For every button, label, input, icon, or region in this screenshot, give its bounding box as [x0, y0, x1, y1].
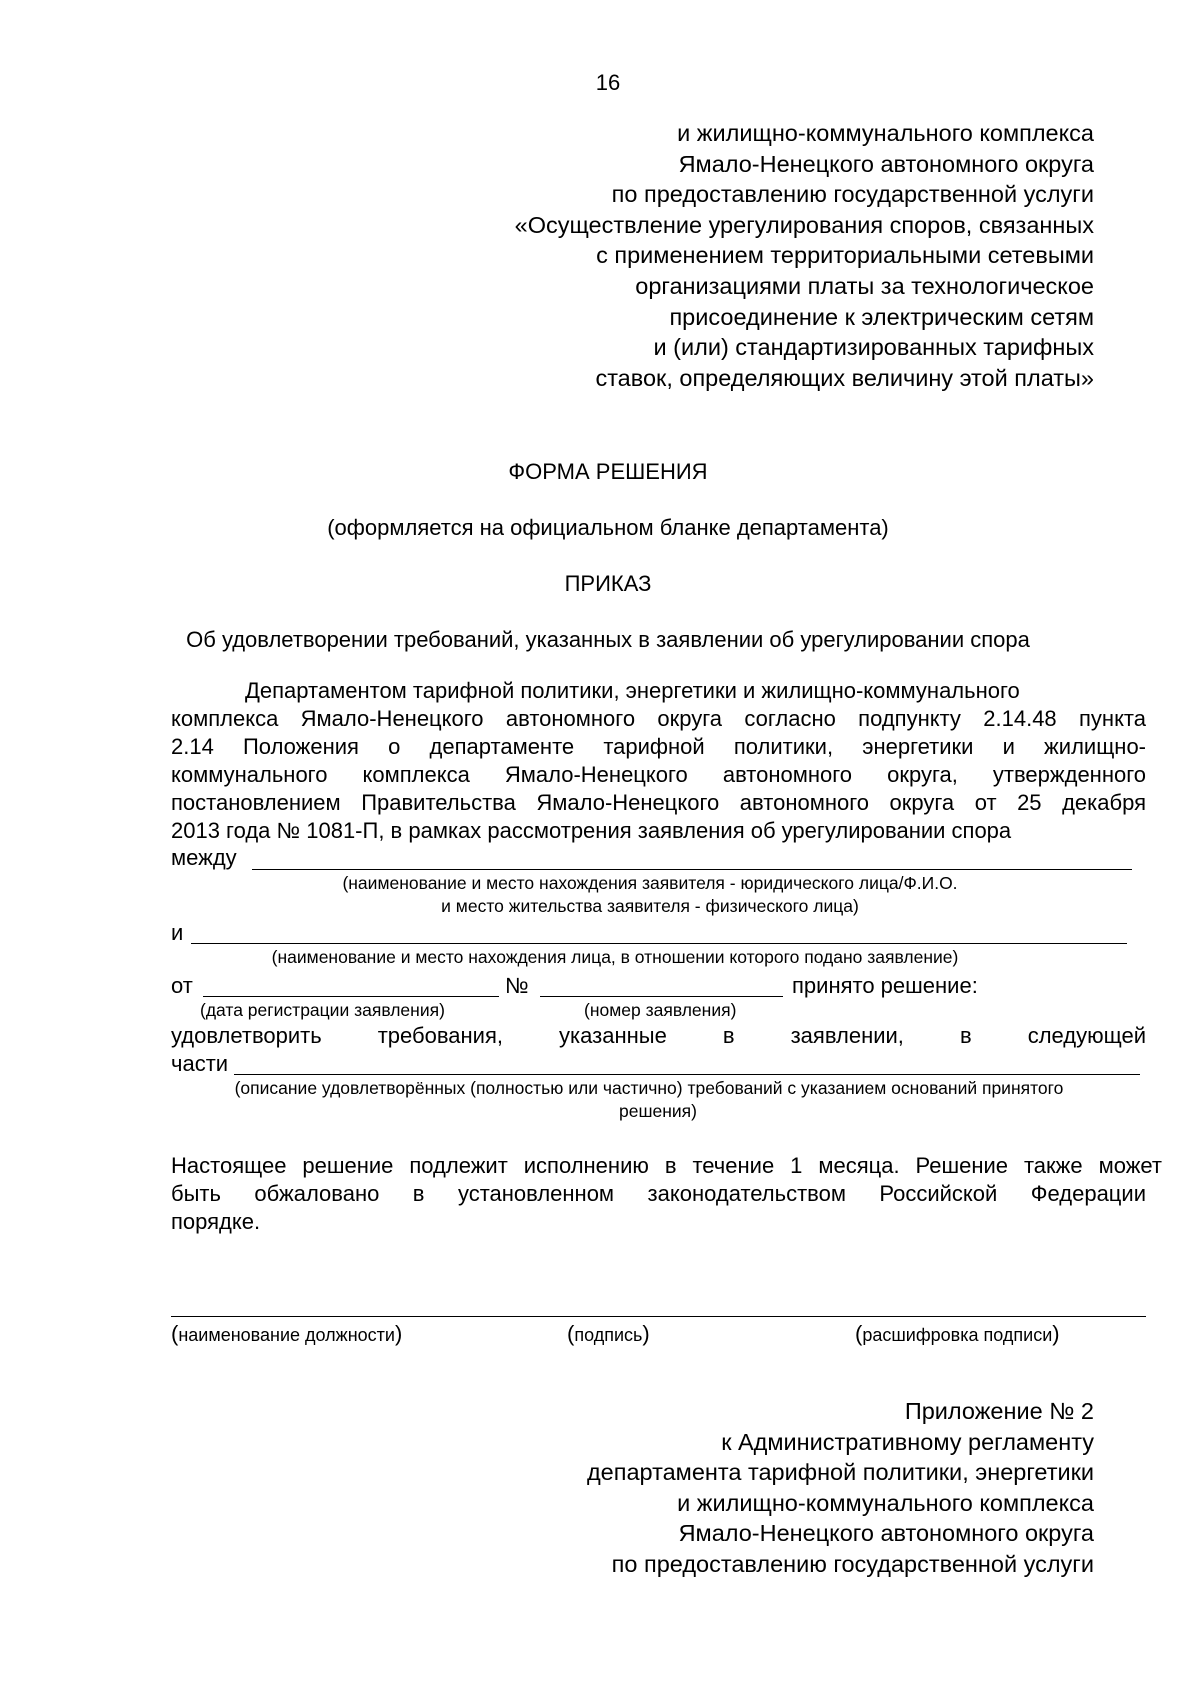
notice-line: Настоящее решение подлежит исполнению в течение 1 месяца. Решение также может [171, 1153, 1162, 1178]
parts-label: части [171, 1051, 229, 1076]
footer-line: Приложение № 2 [904, 1398, 1094, 1424]
signature-line[interactable] [171, 1316, 1146, 1317]
header-line: присоединение к электрическим сетям [669, 303, 1094, 330]
body-paragraph [171, 677, 1146, 845]
footer-line: по предоставлению государственной услуги [611, 1550, 1094, 1577]
footer-line: Ямало-Ненецкого автономного округа [678, 1520, 1094, 1547]
parts-field-line[interactable] [234, 1074, 1140, 1075]
header-line: Ямало-Ненецкого автономного округа [678, 150, 1094, 177]
body-line: постановлением Правительства Ямало-Ненецкого автономного округа от 25 декабря [171, 790, 1146, 815]
footer-block [587, 1396, 1094, 1580]
header-line: и (или) стандартизированных тарифных [653, 334, 1094, 361]
signature-caption: (подпись) [567, 1321, 650, 1346]
notice-paragraph [171, 1152, 1162, 1236]
header-line: «Осуществление урегулирования споров, связанных [514, 211, 1094, 238]
position-caption: (наименование должности) [171, 1321, 403, 1346]
notice-line: порядке. [171, 1209, 261, 1234]
header-line: и жилищно-коммунального комплекса [677, 120, 1094, 146]
decision-taken: принято решение: [792, 973, 978, 998]
number-field-line[interactable] [540, 996, 783, 997]
decoding-caption-text: расшифровка подписи [862, 1325, 1053, 1345]
parts-hint-1: (описание удовлетворённых (полностью или частично) требований с указанием оснований принятого [234, 1078, 1064, 1098]
notice-line: быть обжаловано в установленном законодательством Российской Федерации [171, 1181, 1146, 1206]
form-note: (оформляется на официальном бланке департамента) [327, 515, 889, 540]
header-line: организациями платы за технологическое [635, 272, 1094, 299]
header-line: по предоставлению государственной услуги [611, 181, 1094, 208]
and-label: и [171, 920, 184, 945]
body-line: 2.14 Положения о департаменте тарифной политики, энергетики и жилищно- [171, 734, 1146, 759]
form-title: ФОРМА РЕШЕНИЯ [508, 459, 708, 484]
body-line: коммунального комплекса Ямало-Ненецкого автономного округа, утвержденного [171, 762, 1146, 787]
number-label: № [505, 973, 529, 998]
body-line: Департаментом тарифной политики, энергетики и жилищно-коммунального [245, 678, 1020, 703]
respondent-hint: (наименование и место нахождения лица, в отношении которого подано заявление) [271, 947, 959, 967]
applicant-hint-1: (наименование и место нахождения заявителя - юридического лица/Ф.И.О. [342, 873, 958, 893]
respondent-field-line[interactable] [191, 943, 1127, 944]
header-line: ставок, определяющих величину этой платы» [595, 364, 1094, 391]
body-line: 2013 года № 1081-П, в рамках рассмотрения заявления об урегулировании спора [171, 818, 1012, 843]
footer-line: департамента тарифной политики, энергетики [586, 1459, 1094, 1486]
parts-hint-2: решения) [619, 1101, 697, 1121]
date-field-line[interactable] [203, 996, 499, 997]
order-subject: Об удовлетворении требований, указанных в заявлении об урегулировании спора [186, 627, 1030, 652]
header-block [515, 118, 1094, 393]
header-line: с применением территориальными сетевыми [596, 242, 1094, 269]
number-hint: (номер заявления) [584, 1000, 737, 1020]
decoding-caption: (расшифровка подписи) [855, 1321, 1060, 1346]
order-title: ПРИКАЗ [564, 571, 652, 596]
body-line: комплекса Ямало-Ненецкого автономного округа согласно подпункту 2.14.48 пункта [171, 706, 1146, 731]
position-caption-text: наименование должности [178, 1325, 395, 1345]
from-label: от [171, 973, 193, 998]
between-label: между [171, 845, 237, 870]
applicant-field-line[interactable] [252, 869, 1132, 870]
footer-line: и жилищно-коммунального комплекса [677, 1489, 1094, 1516]
signature-caption-text: подпись [574, 1325, 643, 1345]
date-hint: (дата регистрации заявления) [200, 1000, 445, 1020]
applicant-hint-2: и место жительства заявителя - физического лица) [441, 896, 859, 916]
footer-line: к Административному регламенту [721, 1428, 1094, 1455]
page-number: 16 [595, 70, 621, 95]
satisfy-line: удовлетворить требования, указанные в заявлении, в следующей [171, 1023, 1146, 1048]
